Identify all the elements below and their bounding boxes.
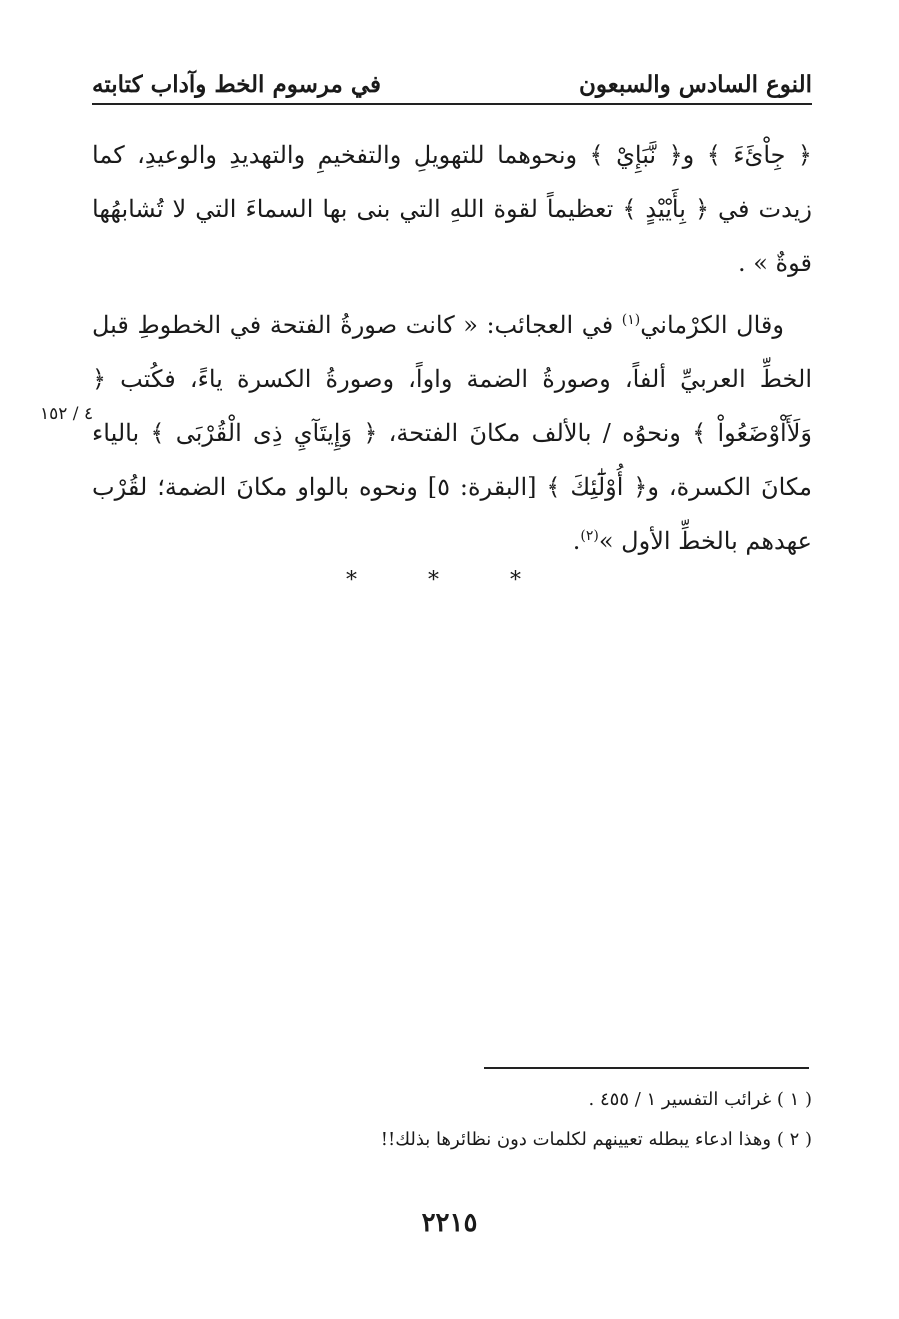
footnote-ref-2[interactable]: (٢) (580, 528, 599, 544)
main-text (92, 128, 812, 568)
paragraph-2-start: وقال الكرْماني (640, 311, 784, 339)
footnote-rule (484, 1067, 809, 1069)
margin-page-reference: ٤ / ١٥٢ (40, 404, 94, 424)
paragraph-2 (92, 298, 812, 568)
header-chapter-title: النوع السادس والسبعون (578, 71, 812, 98)
footnote-2: ( ٢ ) وهذا ادعاء يبطله تعيينهم لكلمات دون نظائرها بذلك!! (380, 1129, 812, 1150)
footnotes (92, 1080, 812, 1160)
paragraph-1: ﴿ جِاْئَءَ ﴾ و﴿ نَّبَإِيْ ﴾ ونحوهما للتهويلِ والتفخيمِ والتهديدِ والوعيدِ، كما زيدت في ﴿ بِأَيْيْدٍ ﴾ تعظيماً لقوة اللهِ التي بنى بها السماءَ التي لا تُشابهُها قوةٌ » . (92, 141, 812, 277)
footnote-ref-1[interactable]: (١) (621, 312, 641, 328)
footnote-1: ( ١ ) غرائب التفسير ١ / ٤٥٥ . (588, 1089, 812, 1110)
header-rule (92, 103, 812, 105)
page-number: ٢٢١٥ (421, 1208, 478, 1238)
section-separator: * * * (346, 568, 553, 593)
running-header (92, 58, 812, 98)
paragraph-2-end: . (572, 527, 581, 555)
paragraph-2-body: في العجائب: « كانت صورةُ الفتحة في الخطوطِ قبل الخطِّ العربيِّ ألفاً، وصورةُ الضمة واواً، وصورةُ الكسرة ياءً، فكُتب ﴿ وَلَأَاْوْضَعُواْ ﴾ ونحوُه / بالألف مكانَ الفتحة، ﴿ وَإِيتَآيِ ذِى الْقُرْبَى ﴾ بالياء مكانَ الكسرة، و﴿ أُوْلَٰٓئِكَ ﴾ [البقرة: ٥] ونحوه بالواو مكانَ الضمة؛ لقُرْب عهدهم بالخطِّ الأول » (92, 311, 812, 555)
header-section-title: في مرسوم الخط وآداب كتابته (92, 71, 382, 98)
